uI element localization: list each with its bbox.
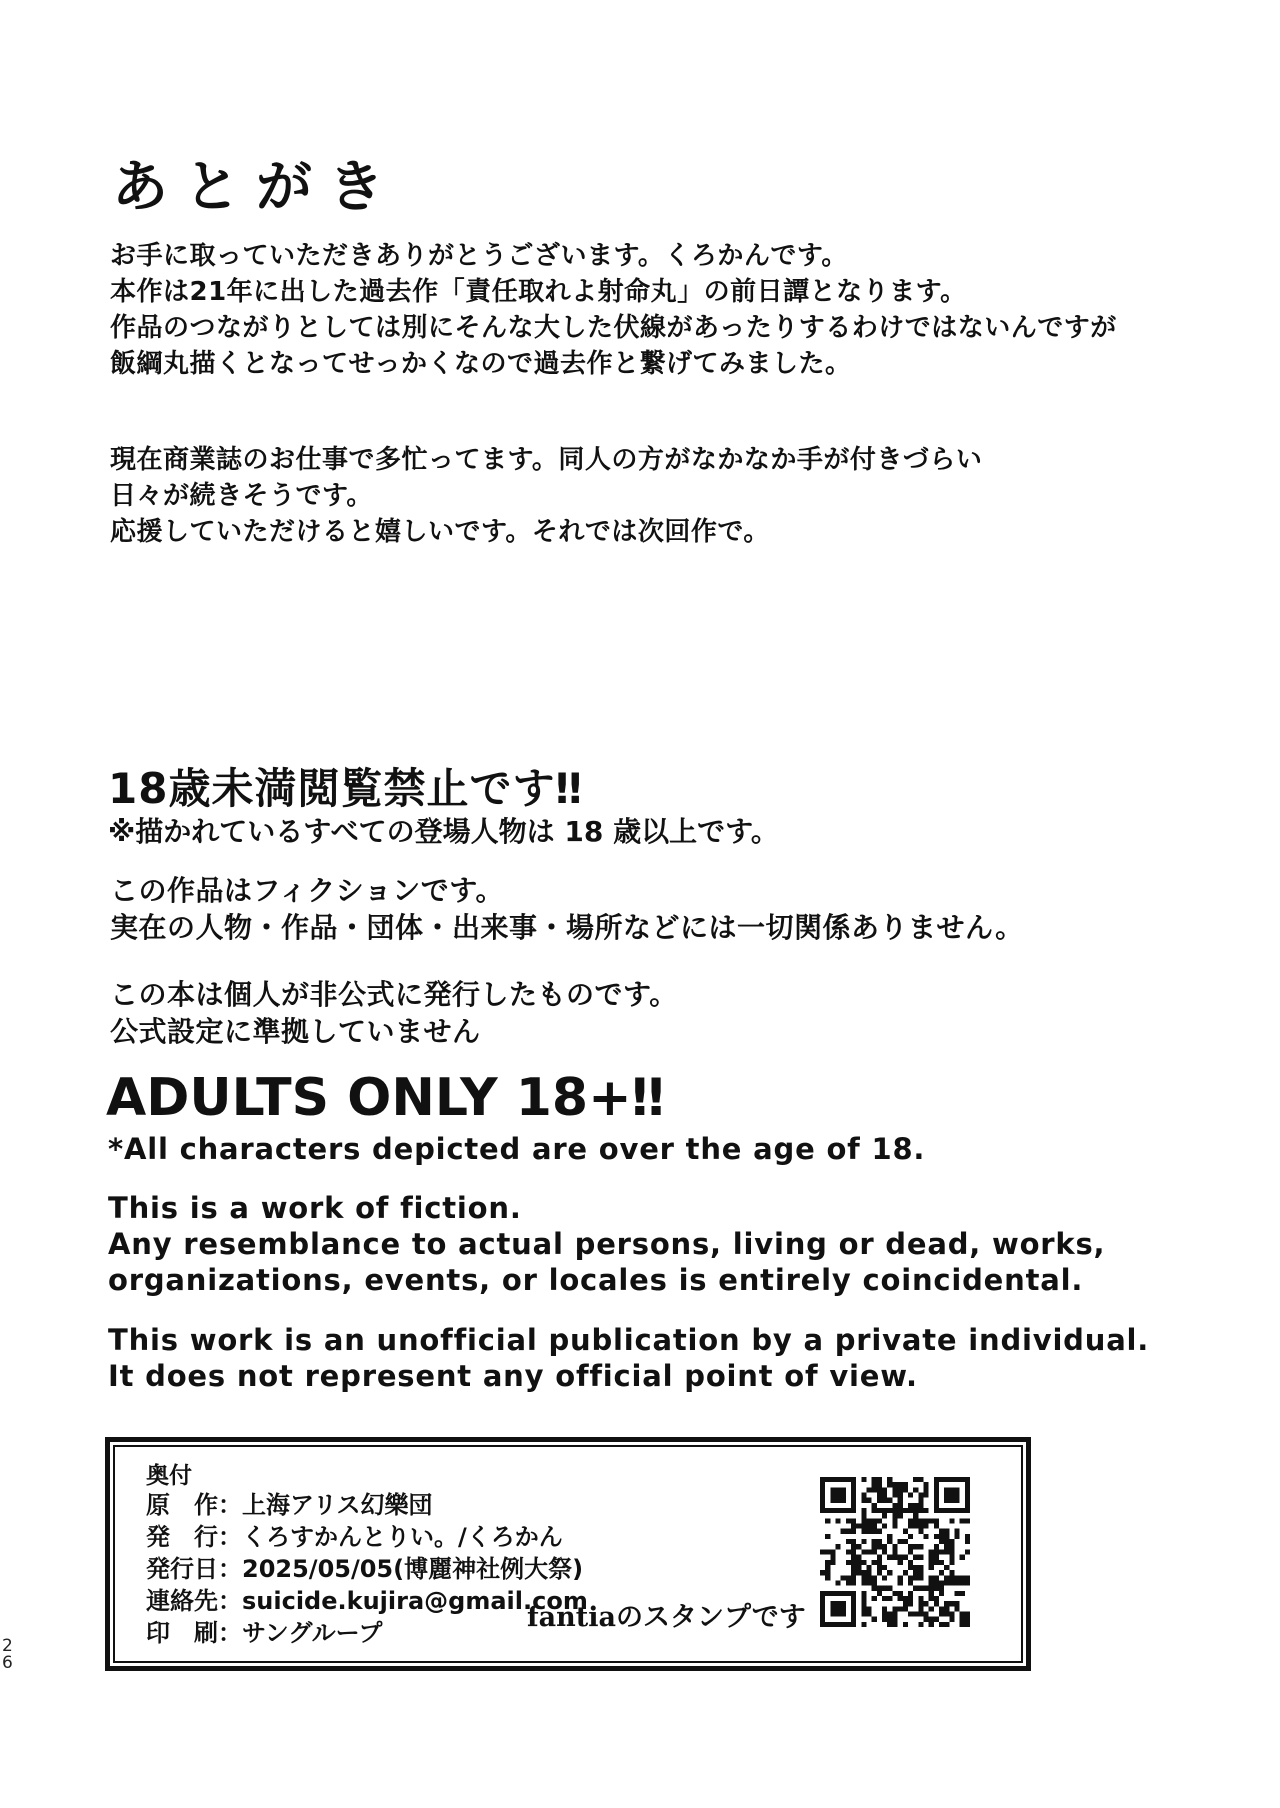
- colophon-inner-frame: [113, 1445, 1023, 1663]
- age-restriction-heading-jp: 18歳未満閲覧禁止です‼: [108, 764, 583, 813]
- colophon-label: 印 刷：: [146, 1619, 242, 1647]
- colophon-rows: [146, 1489, 588, 1649]
- colophon-row-publication-date: [146, 1553, 588, 1585]
- colophon-box: [105, 1437, 1031, 1671]
- page-number: 26: [2, 1636, 13, 1673]
- afterword-line: 作品のつながりとしては別にそんな大した伏線があったりするわけではないんですが: [110, 313, 1117, 343]
- unofficial-disclaimer-en: [108, 1322, 1149, 1394]
- qr-code: [820, 1477, 970, 1627]
- disclaimer-line: 公式設定に準拠していません: [110, 1015, 481, 1048]
- afterword-line: 日々が続きそうです。: [110, 481, 373, 511]
- afterword-paragraph-2: [110, 442, 982, 550]
- afterword-line: 飯綱丸描くとなってせっかくなので過去作と繋げてみました。: [110, 349, 852, 379]
- page-title: あとがき: [112, 153, 400, 220]
- disclaimer-line: It does not represent any official point of view.: [108, 1359, 918, 1393]
- afterword-line: 応援していただけると嬉しいです。それでは次回作で。: [110, 517, 770, 547]
- afterword-paragraph-1: [110, 238, 1117, 382]
- unofficial-disclaimer-jp: [110, 976, 678, 1050]
- disclaimer-line: この本は個人が非公式に発行したものです。: [110, 978, 678, 1011]
- afterword-line: 本作は21年に出した過去作「責任取れよ射命丸」の前日譚となります。: [110, 277, 967, 307]
- colophon-value: 上海アリス幻樂団: [242, 1491, 433, 1519]
- colophon-label: 発 行：: [146, 1523, 242, 1551]
- disclaimer-line: この作品はフィクションです。: [110, 874, 504, 907]
- colophon-value: くろすかんとりい。/くろかん: [242, 1523, 563, 1551]
- disclaimer-line: This work is an unofficial publication by a private individual.: [108, 1323, 1150, 1357]
- age-restriction-note-jp: ※描かれているすべての登場人物は 18 歳以上です。: [108, 815, 779, 848]
- age-restriction-note-en: *All characters depicted are over the age of 18.: [108, 1132, 926, 1166]
- colophon-row-contact: [146, 1585, 588, 1617]
- colophon-label: 発行日：: [146, 1555, 242, 1583]
- colophon-row-original-work: [146, 1489, 588, 1521]
- colophon-title: 奥付: [146, 1463, 192, 1489]
- colophon-value: 2025/05/05(博麗神社例大祭): [242, 1555, 584, 1583]
- fiction-disclaimer-jp: [110, 872, 1024, 946]
- colophon-value: サングループ: [242, 1619, 383, 1647]
- disclaimer-line: This is a work of fiction.: [108, 1191, 522, 1225]
- afterword-line: 現在商業誌のお仕事で多忙ってます。同人の方がなかなか手が付きづらい: [110, 445, 983, 475]
- age-restriction-heading-en: ADULTS ONLY 18+‼: [106, 1068, 665, 1128]
- disclaimer-line: Any resemblance to actual persons, living or dead, works,: [108, 1227, 1106, 1261]
- colophon-row-printer: [146, 1617, 588, 1649]
- colophon-label: 連絡先：: [146, 1587, 242, 1615]
- colophon-row-publisher: [146, 1521, 588, 1553]
- disclaimer-line: 実在の人物・作品・団体・出来事・場所などには一切関係ありません。: [110, 911, 1024, 944]
- colophon-label: 原 作：: [146, 1491, 242, 1519]
- colophon-value: suicide.kujira@gmail.com: [242, 1587, 588, 1615]
- disclaimer-line: organizations, events, or locales is entirely coincidental.: [108, 1263, 1084, 1297]
- qr-caption: fantiaのスタンプです: [527, 1602, 806, 1633]
- fiction-disclaimer-en: [108, 1190, 1105, 1298]
- afterword-line: お手に取っていただきありがとうございます。くろかんです。: [110, 241, 848, 271]
